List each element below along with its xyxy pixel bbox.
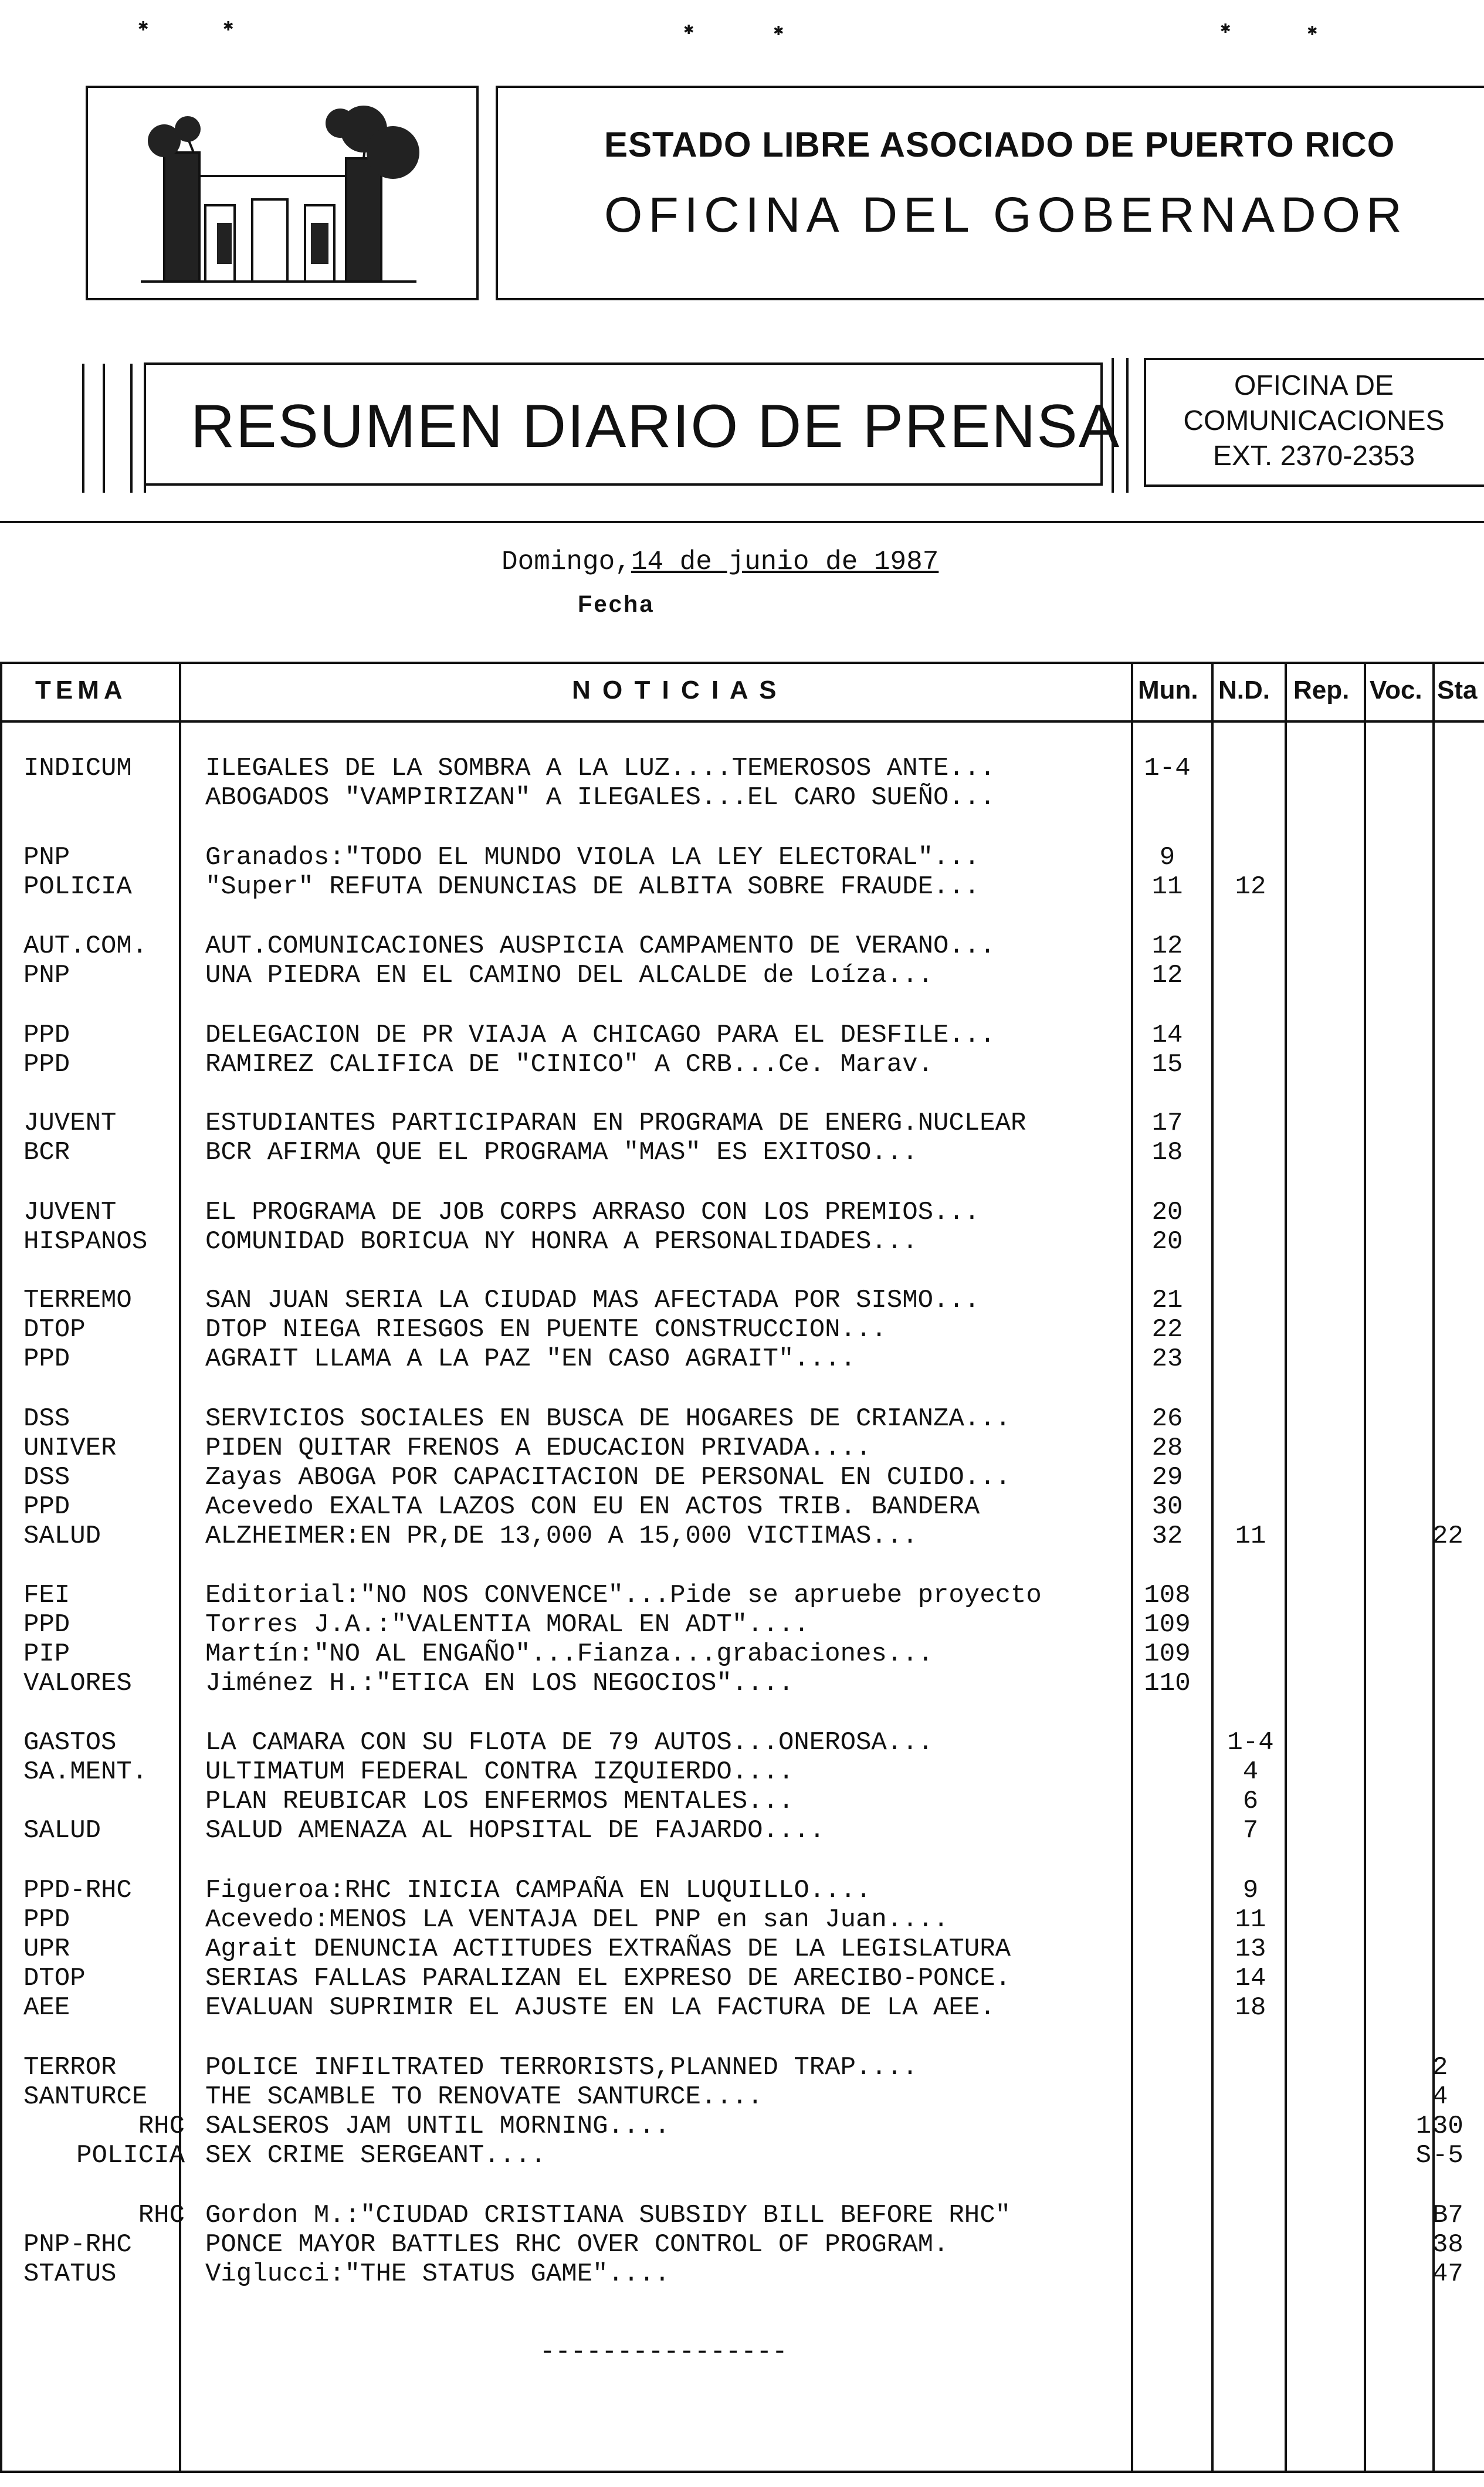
- row-noticia: PIDEN QUITAR FRENOS A EDUCACION PRIVADA....: [205, 1434, 872, 1463]
- table-row: [0, 1286, 1484, 1315]
- table-row: [0, 1757, 1484, 1787]
- row-noticia: BCR AFIRMA QUE EL PROGRAMA "MAS" ES EXITOSO...: [205, 1138, 918, 1167]
- row-noticia: UNA PIEDRA EN EL CAMINO DEL ALCALDE de Loíza...: [205, 961, 934, 990]
- date-label: Fecha: [578, 591, 655, 617]
- row-noticia: EL PROGRAMA DE JOB CORPS ARRASO CON LOS PREMIOS...: [205, 1198, 980, 1227]
- scan-mark: ✱: [773, 23, 784, 38]
- row-tema: SALUD: [23, 1522, 101, 1551]
- row-tema: PPD: [23, 1344, 70, 1374]
- row-tema: STATUS: [23, 2259, 117, 2289]
- row-nd: 12: [1235, 872, 1266, 902]
- row-noticia: Torres J.A.:"VALENTIA MORAL EN ADT"....: [205, 1610, 809, 1639]
- row-mun: 23: [1151, 1344, 1183, 1374]
- col-header-rep: Rep.: [1293, 676, 1350, 704]
- row-noticia: AUT.COMUNICACIONES AUSPICIA CAMPAMENTO DE VERANO...: [205, 931, 995, 961]
- row-tema: UNIVER: [23, 1434, 117, 1463]
- row-tema: BCR: [23, 1138, 70, 1167]
- row-tema: TERREMO: [23, 1286, 132, 1315]
- table-row: [0, 1315, 1484, 1344]
- row-mun: 17: [1151, 1109, 1183, 1138]
- row-tema: POLICIA: [76, 2141, 185, 2170]
- row-tema: FEI: [23, 1581, 70, 1610]
- office-info: [1144, 368, 1484, 474]
- row-mun: 109: [1144, 1639, 1191, 1669]
- row-mun: 29: [1151, 1463, 1183, 1492]
- table-row: [0, 961, 1484, 990]
- frame-bar: [130, 364, 133, 493]
- row-nd: 1-4: [1227, 1728, 1274, 1757]
- col-header-mun: Mun.: [1138, 676, 1198, 704]
- row-noticia: Editorial:"NO NOS CONVENCE"...Pide se apruebe proyecto: [205, 1581, 1042, 1610]
- row-noticia: LA CAMARA CON SU FLOTA DE 79 AUTOS...ONEROSA...: [205, 1728, 934, 1757]
- row-tema: AEE: [23, 1993, 70, 2022]
- row-tema: DSS: [23, 1463, 70, 1492]
- frame-bar: [1126, 358, 1129, 493]
- date-value: 14 de junio de 1987: [631, 547, 939, 577]
- row-nd: 6: [1242, 1787, 1259, 1816]
- row-noticia: Figueroa:RHC INICIA CAMPAÑA EN LUQUILLO....: [205, 1876, 872, 1905]
- row-mun: 30: [1151, 1492, 1183, 1522]
- table-row: [0, 1463, 1484, 1492]
- row-noticia: ESTUDIANTES PARTICIPARAN EN PROGRAMA DE ENERG.NUCLEAR: [205, 1109, 1026, 1138]
- table-row: [0, 1669, 1484, 1698]
- row-tema: PNP: [23, 843, 70, 872]
- table-row: [0, 1905, 1484, 1934]
- row-sta: 30: [1432, 2112, 1463, 2141]
- table-row: [0, 1021, 1484, 1050]
- row-nd: 7: [1242, 1816, 1259, 1845]
- row-tema: PPD: [23, 1021, 70, 1050]
- table-row: [0, 1934, 1484, 1964]
- row-sta: 22: [1432, 1522, 1463, 1551]
- row-tema: DSS: [23, 1404, 70, 1434]
- page-title: RESUMEN DIARIO DE PRENSA: [191, 392, 1121, 460]
- table-row: [0, 872, 1484, 902]
- table-row: [0, 1227, 1484, 1256]
- row-tema: PPD: [23, 1905, 70, 1934]
- row-mun: 22: [1151, 1315, 1183, 1344]
- row-tema: PPD-RHC: [23, 1876, 132, 1905]
- row-noticia: SALUD AMENAZA AL HOPSITAL DE FAJARDO....: [205, 1816, 825, 1845]
- row-sta: 38: [1432, 2230, 1463, 2259]
- row-tema: PNP: [23, 961, 70, 990]
- row-noticia: SALSEROS JAM UNTIL MORNING....: [205, 2112, 670, 2141]
- scan-mark: ✱: [138, 19, 149, 33]
- row-noticia: SERIAS FALLAS PARALIZAN EL EXPRESO DE ARECIBO-PONCE.: [205, 1964, 1011, 1993]
- row-noticia: Jiménez H.:"ETICA EN LOS NEGOCIOS"....: [205, 1669, 794, 1698]
- row-tema: JUVENT: [23, 1198, 117, 1227]
- table-row: [0, 1610, 1484, 1639]
- row-nd: 14: [1235, 1964, 1266, 1993]
- table-row: [0, 2053, 1484, 2082]
- row-mun: 20: [1151, 1198, 1183, 1227]
- row-nd: 11: [1235, 1905, 1266, 1934]
- row-mun: 21: [1151, 1286, 1183, 1315]
- row-mun: 11: [1151, 872, 1183, 902]
- table-row: [0, 1639, 1484, 1669]
- row-mun: 110: [1144, 1669, 1191, 1698]
- row-tema: UPR: [23, 1934, 70, 1964]
- office-line1: OFICINA DE: [1234, 370, 1394, 401]
- row-voc: S: [1415, 2141, 1431, 2170]
- row-noticia: RAMIREZ CALIFICA DE "CINICO" A CRB...Ce. Marav.: [205, 1050, 934, 1079]
- row-tema: RHC: [138, 2112, 185, 2141]
- scan-mark: ✱: [1220, 21, 1231, 36]
- table-row: [0, 2082, 1484, 2112]
- row-tema: PPD: [23, 1050, 70, 1079]
- row-noticia: PLAN REUBICAR LOS ENFERMOS MENTALES...: [205, 1787, 794, 1816]
- row-mun: 14: [1151, 1021, 1183, 1050]
- row-noticia: ULTIMATUM FEDERAL CONTRA IZQUIERDO....: [205, 1757, 794, 1787]
- table-row: [0, 931, 1484, 961]
- col-header-sta: Sta: [1437, 676, 1478, 704]
- frame-bar: [82, 364, 84, 493]
- table-row: [0, 2112, 1484, 2141]
- table-row: [0, 2141, 1484, 2170]
- row-mun: 28: [1151, 1434, 1183, 1463]
- row-mun: 15: [1151, 1050, 1183, 1079]
- end-separator: ----------------: [540, 2337, 788, 2367]
- row-tema: PPD: [23, 1492, 70, 1522]
- row-tema: SALUD: [23, 1816, 101, 1845]
- office-line2: COMUNICACIONES: [1183, 405, 1445, 436]
- table-row: [0, 2230, 1484, 2259]
- row-tema: SA.MENT.: [23, 1757, 148, 1787]
- table-row: [0, 1964, 1484, 1993]
- row-noticia: "Super" REFUTA DENUNCIAS DE ALBITA SOBRE FRAUDE...: [205, 872, 980, 902]
- table-row: [0, 783, 1484, 812]
- row-nd: 18: [1235, 1993, 1266, 2022]
- row-tema: VALORES: [23, 1669, 132, 1698]
- table-row: [0, 1050, 1484, 1079]
- row-tema: PPD: [23, 1610, 70, 1639]
- row-noticia: Viglucci:"THE STATUS GAME"....: [205, 2259, 670, 2289]
- row-noticia: Acevedo EXALTA LAZOS CON EU EN ACTOS TRIB. BANDERA: [205, 1492, 980, 1522]
- header-line2: OFICINA DEL GOBERNADOR: [604, 187, 1408, 242]
- row-voc: 1: [1415, 2112, 1431, 2141]
- row-noticia: Acevedo:MENOS LA VENTAJA DEL PNP en san Juan....: [205, 1905, 949, 1934]
- table-row: [0, 1109, 1484, 1138]
- table-row: [0, 1993, 1484, 2022]
- row-noticia: COMUNIDAD BORICUA NY HONRA A PERSONALIDADES...: [205, 1227, 918, 1256]
- row-sta: 47: [1432, 2259, 1463, 2289]
- row-mun: 26: [1151, 1404, 1183, 1434]
- row-nd: 9: [1242, 1876, 1259, 1905]
- row-mun: 18: [1151, 1138, 1183, 1167]
- row-tema: TERROR: [23, 2053, 117, 2082]
- row-mun: 108: [1144, 1581, 1191, 1610]
- date-line: [502, 547, 938, 577]
- divider: [0, 521, 1484, 523]
- col-header-noticias: N O T I C I A S: [572, 676, 779, 704]
- col-header-tema: TEMA: [35, 676, 127, 704]
- seal-box: [86, 86, 479, 300]
- row-tema: HISPANOS: [23, 1227, 148, 1256]
- table-row: [0, 1344, 1484, 1374]
- row-mun: 12: [1151, 931, 1183, 961]
- row-nd: 11: [1235, 1522, 1266, 1551]
- row-mun: 9: [1159, 843, 1175, 872]
- row-noticia: Agrait DENUNCIA ACTITUDES EXTRAÑAS DE LA LEGISLATURA: [205, 1934, 1011, 1964]
- table-row: [0, 1492, 1484, 1522]
- table-row: [0, 1816, 1484, 1845]
- row-tema: POLICIA: [23, 872, 132, 902]
- row-tema: AUT.COM.: [23, 931, 148, 961]
- row-noticia: Gordon M.:"CIUDAD CRISTIANA SUBSIDY BILL BEFORE RHC": [205, 2201, 1011, 2230]
- row-noticia: DELEGACION DE PR VIAJA A CHICAGO PARA EL DESFILE...: [205, 1021, 995, 1050]
- row-noticia: ABOGADOS "VAMPIRIZAN" A ILEGALES...EL CARO SUEÑO...: [205, 783, 995, 812]
- row-nd: 13: [1235, 1934, 1266, 1964]
- table-row: [0, 1404, 1484, 1434]
- row-mun: 20: [1151, 1227, 1183, 1256]
- col-header-nd: N.D.: [1218, 676, 1270, 704]
- row-sta: 4: [1432, 2082, 1448, 2112]
- table-row: [0, 1198, 1484, 1227]
- table-row: [0, 1876, 1484, 1905]
- row-noticia: DTOP NIEGA RIESGOS EN PUENTE CONSTRUCCION...: [205, 1315, 887, 1344]
- table-row: [0, 1581, 1484, 1610]
- scan-mark: ✱: [223, 19, 234, 33]
- row-noticia: EVALUAN SUPRIMIR EL AJUSTE EN LA FACTURA DE LA AEE.: [205, 1993, 995, 2022]
- row-tema: PNP-RHC: [23, 2230, 132, 2259]
- governor-building-icon: [88, 88, 476, 298]
- row-tema: GASTOS: [23, 1728, 117, 1757]
- row-tema: PIP: [23, 1639, 70, 1669]
- office-line3: EXT. 2370-2353: [1212, 441, 1415, 472]
- table-row: [0, 1787, 1484, 1816]
- row-mun: 32: [1151, 1522, 1183, 1551]
- row-noticia: ALZHEIMER:EN PR,DE 13,000 A 15,000 VICTIMAS...: [205, 1522, 918, 1551]
- row-noticia: THE SCAMBLE TO RENOVATE SANTURCE....: [205, 2082, 763, 2112]
- scan-mark: ✱: [1307, 23, 1318, 38]
- row-mun: 12: [1151, 961, 1183, 990]
- table-row: [0, 754, 1484, 783]
- table-top-border: [0, 662, 1484, 664]
- row-sta: 2: [1432, 2053, 1448, 2082]
- row-noticia: ILEGALES DE LA SOMBRA A LA LUZ....TEMEROSOS ANTE...: [205, 754, 995, 783]
- row-noticia: AGRAIT LLAMA A LA PAZ "EN CASO AGRAIT"....: [205, 1344, 856, 1374]
- frame-bar: [103, 364, 105, 493]
- row-noticia: Granados:"TODO EL MUNDO VIOLA LA LEY ELECTORAL"...: [205, 843, 980, 872]
- row-noticia: POLICE INFILTRATED TERRORISTS,PLANNED TRAP....: [205, 2053, 918, 2082]
- table-header-border: [0, 720, 1484, 723]
- row-tema: DTOP: [23, 1964, 86, 1993]
- row-sta: B7: [1432, 2201, 1463, 2230]
- row-tema: SANTURCE: [23, 2082, 148, 2112]
- scan-mark: ✱: [683, 22, 694, 37]
- row-tema: DTOP: [23, 1315, 86, 1344]
- row-nd: 4: [1242, 1757, 1259, 1787]
- table-row: [0, 1434, 1484, 1463]
- row-mun: 1-4: [1144, 754, 1191, 783]
- row-tema: INDICUM: [23, 754, 132, 783]
- row-noticia: Martín:"NO AL ENGAÑO"...Fianza...grabaciones...: [205, 1639, 934, 1669]
- row-mun: 109: [1144, 1610, 1191, 1639]
- date-weekday: Domingo,: [502, 547, 631, 577]
- row-sta: -5: [1432, 2141, 1463, 2170]
- row-noticia: PONCE MAYOR BATTLES RHC OVER CONTROL OF PROGRAM.: [205, 2230, 949, 2259]
- table-row: [0, 2259, 1484, 2289]
- table-row: [0, 843, 1484, 872]
- table-row: [0, 1522, 1484, 1551]
- header-line1: ESTADO LIBRE ASOCIADO DE PUERTO RICO: [604, 125, 1395, 164]
- row-tema: RHC: [138, 2201, 185, 2230]
- table-row: [0, 1138, 1484, 1167]
- table-row: [0, 2201, 1484, 2230]
- row-tema: JUVENT: [23, 1109, 117, 1138]
- row-noticia: SERVICIOS SOCIALES EN BUSCA DE HOGARES DE CRIANZA...: [205, 1404, 1011, 1434]
- table-bottom-border: [0, 2471, 1484, 2473]
- row-noticia: Zayas ABOGA POR CAPACITACION DE PERSONAL EN CUIDO...: [205, 1463, 1011, 1492]
- row-noticia: SAN JUAN SERIA LA CIUDAD MAS AFECTADA POR SISMO...: [205, 1286, 980, 1315]
- col-header-voc: Voc.: [1370, 676, 1422, 704]
- row-noticia: SEX CRIME SERGEANT....: [205, 2141, 546, 2170]
- table-row: [0, 1728, 1484, 1757]
